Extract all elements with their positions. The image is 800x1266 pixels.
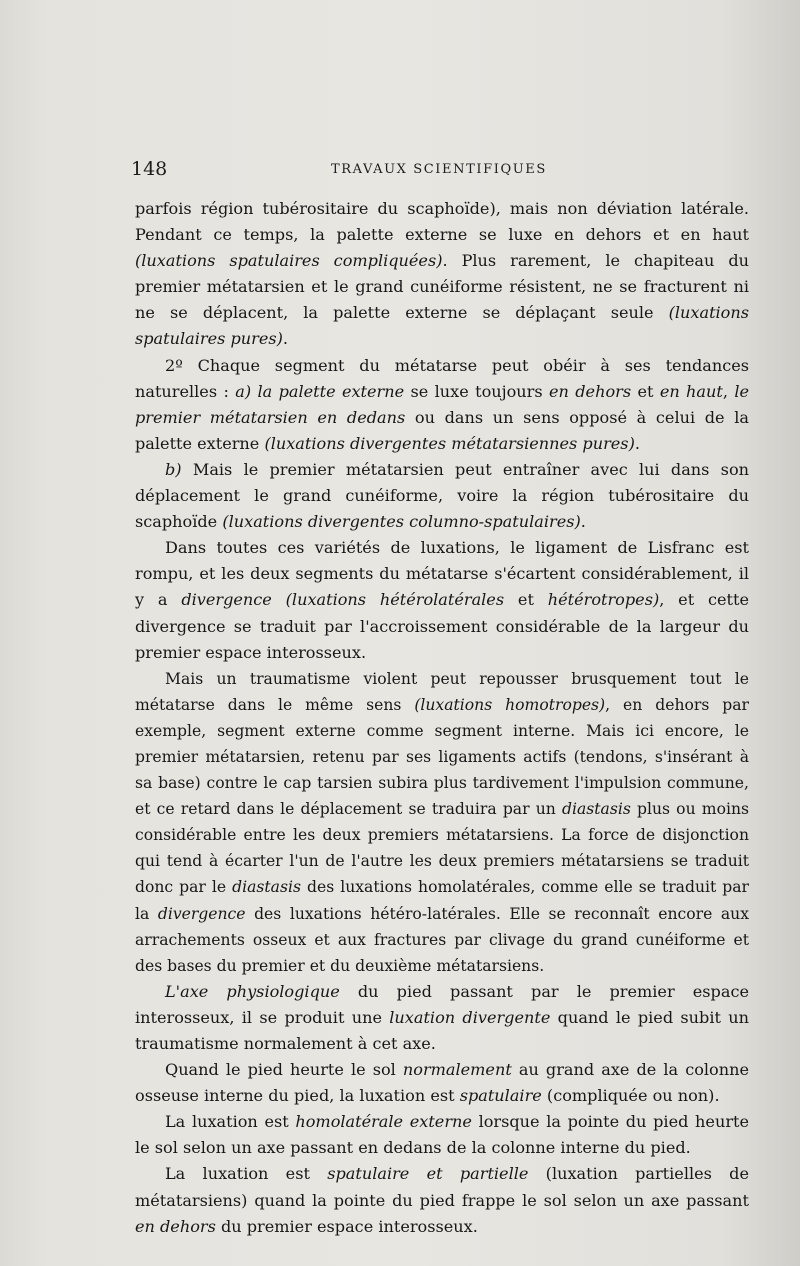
text-run: parfois région tubérositaire du scaphoïde), mais non déviation latérale. Pendant ce temps, la palette externe se luxe en dehors et en haut [135,199,749,245]
text-run: . [634,433,640,453]
text-run: La luxation est [165,1164,328,1184]
page-header [131,158,753,182]
italic-run: diastasis [232,878,301,897]
italic-run: normalement [402,1060,512,1080]
running-title: TRAVAUX SCIENTIFIQUES [331,162,547,177]
italic-run: le premier métatarsien en dedans [135,381,750,427]
text-run: Quand le pied heurte le sol [165,1060,403,1080]
italic-run: (luxations homotropes) [414,695,606,714]
italic-run: diastasis [562,800,631,819]
text-run: Dans toutes ces variétés de luxations, le ligament de Lisfranc est rompu, et les deux segments du métatarse s'écartent considérablement, il y a [135,538,749,610]
paragraph-8 [135,1109,749,1161]
text-run: et [504,590,548,610]
text-run: ou dans un sens opposé à celui de la palette externe [135,407,749,453]
paragraph-3 [135,457,749,535]
italic-run: (luxations spatulaires compliquées) [135,251,443,271]
text-run: lorsque la pointe du pied heurte le sol selon un axe passant en dedans de la colonne interne du pied. [135,1112,749,1158]
text-run: se luxe toujours [404,381,549,401]
text-run: quand le pied subit un traumatisme normalement à cet axe. [135,1007,749,1053]
italic-run: (luxations divergentes columno-spatulaires) [222,512,581,532]
text-run: , en dehors par exemple, segment externe comme segment interne. Mais ici encore, le premier métatarsien, retenu par ses ligaments actifs (tendons, s'insérant à sa base) contre le cap tarsien subira plus tardivement l'impulsion commune, et ce retard dans le déplacement se traduira par un [135,695,749,819]
italic-run: divergence [157,904,246,923]
italic-run: spatulaire et partielle [327,1164,529,1184]
text-run: des luxations homolatérales, comme elle se traduit par la [135,878,750,923]
body-text [135,196,749,1240]
text-run: , et cette divergence se traduit par l'accroissement considérable de la largeur du premier espace interosseux. [135,590,749,662]
text-run: Mais le premier métatarsien peut entraîner avec lui dans son déplacement le grand cunéiforme, voire la région tubérositaire du scaphoïde [135,459,749,532]
text-run: (compliquée ou non). [541,1086,720,1106]
italic-run: (luxations spatulaires pures) [135,303,749,349]
text-run: . Plus rarement, le chapiteau du premier métatarsien et le grand cunéiforme résistent, ne se fracturent ni ne se déplacent, la palette externe se déplaçant seule [135,251,749,323]
italic-run: hétérotropes) [547,590,660,610]
text-run: des luxations hétéro-latérales. Elle se reconnaît encore aux arrachements osseux et aux fractures par clivage du grand cunéiforme et des bases du premier et du deuxième métatarsiens. [135,904,749,975]
text-run: du pied passant par le premier espace interosseux, il se produit une [135,981,749,1027]
paragraph-5 [135,666,749,979]
italic-run: b) [165,459,182,479]
italic-run: a) la palette externe [235,381,405,401]
italic-run: en haut [659,381,723,401]
text-run: . [580,512,586,532]
italic-run: L'axe physiologique [165,981,340,1001]
italic-run: spatulaire [459,1086,542,1106]
italic-run: en dehors [135,1216,216,1236]
italic-run: luxation divergente [389,1007,551,1027]
italic-run: en dehors [549,381,632,401]
paragraph-1 [135,196,749,353]
italic-run: (luxations divergentes métatarsiennes pures) [264,433,635,453]
text-run: , [722,381,735,401]
paragraph-9 [135,1161,749,1239]
paragraph-2 [135,353,749,457]
page-number: 148 [131,158,168,180]
paragraph-7 [135,1057,749,1109]
italic-run: homolatérale externe [295,1112,472,1132]
text-run: 2º Chaque segment du métatarse peut obéir à ses tendances naturelles : [135,355,749,401]
text-run: La luxation est [165,1112,296,1132]
text-run: (luxation partielles de métatarsiens) quand la pointe du pied frappe le sol selon un axe passant [135,1164,749,1210]
text-run: plus ou moins considérable entre les deux premiers métatarsiens. La force de disjonction qui tend à écarter l'un de l'autre les deux premiers métatarsiens se traduit donc par le [135,800,749,897]
paragraph-4 [135,535,749,665]
text-run: Mais un traumatisme violent peut repousser brusquement tout le métatarse dans le même sens [135,669,749,714]
paragraph-6 [135,979,749,1057]
text-run: et [631,381,660,401]
text-run: du premier espace interosseux. [215,1216,478,1236]
text-run: . [282,329,289,349]
italic-run: divergence (luxations hétérolatérales [181,590,505,610]
text-run: au grand axe de la colonne osseuse interne du pied, la luxation est [135,1060,749,1106]
